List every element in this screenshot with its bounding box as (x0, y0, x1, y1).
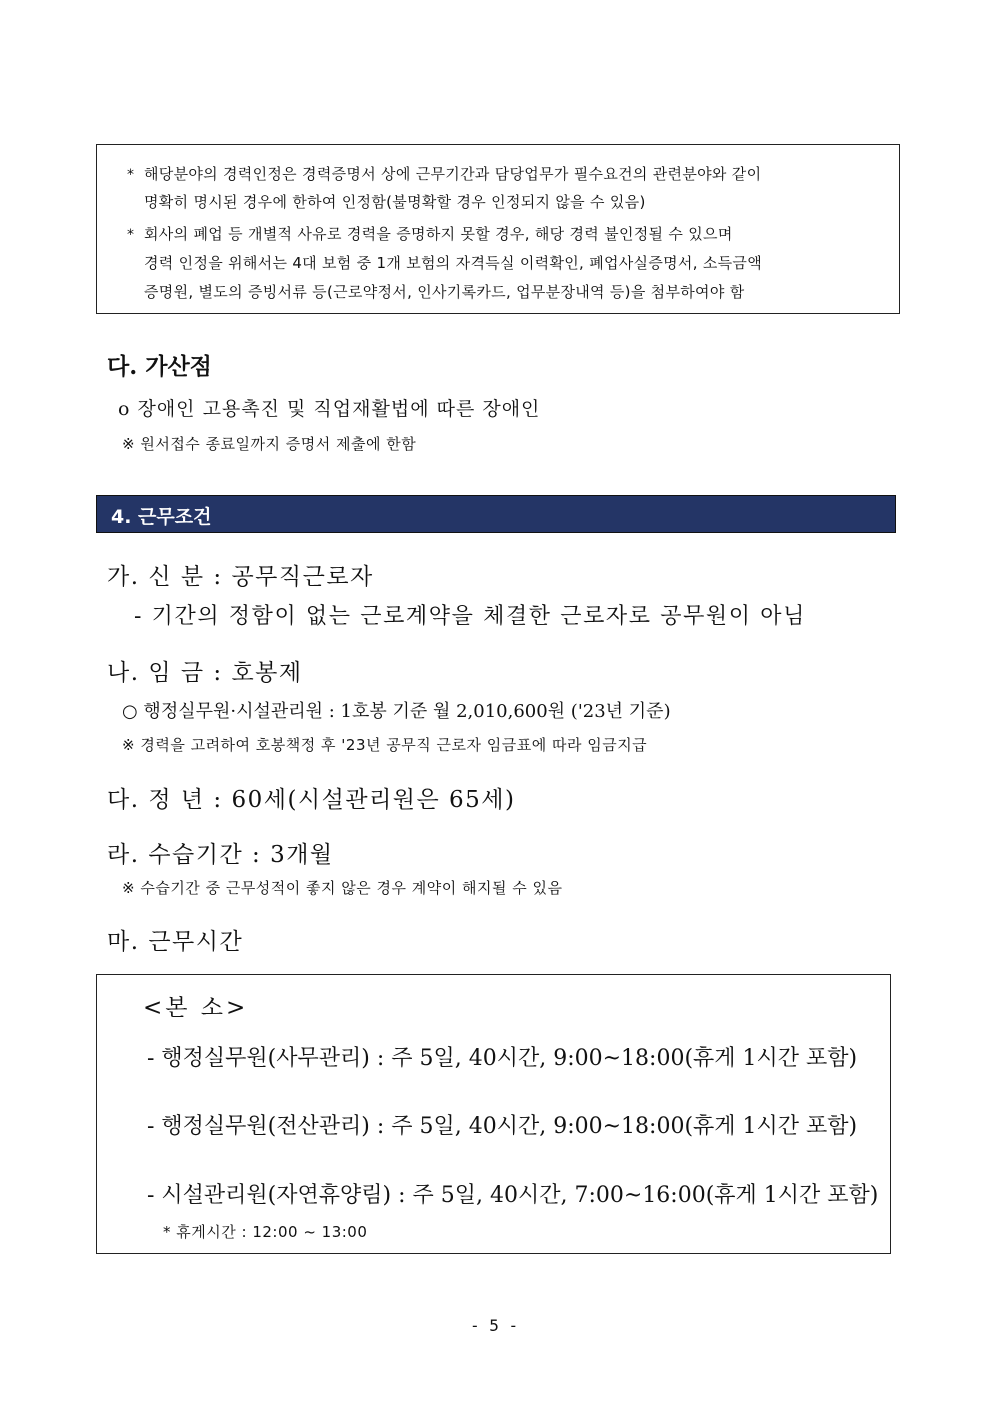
status-heading: 가. 신 분 : 공무직근로자 (107, 564, 374, 590)
work-hours-row-2: - 행정실무원(전산관리) : 주 5일, 40시간, 9:00~18:00(휴게 1시간 포함) (147, 1114, 858, 1139)
page-number: - 5 - (470, 1316, 519, 1335)
status-detail: - 기간의 정함이 없는 근로계약을 체결한 근로자로 공무원이 아님 (134, 604, 806, 629)
note-2-line-3: 증명원, 별도의 증빙서류 등(근로약정서, 인사기록카드, 업무분장내역 등)을 첨부하여야 함 (144, 283, 745, 301)
work-hours-box-title: <본 소> (143, 995, 249, 1021)
wage-note: ※ 경력을 고려하여 호봉책정 후 '23년 공무직 근로자 임금표에 따라 임금지급 (122, 736, 648, 754)
qualification-note-box (96, 144, 900, 314)
wage-item: ○ 행정실무원·시설관리원 : 1호봉 기준 월 2,010,600원 ('23년 기준) (122, 701, 671, 722)
bonus-bullet: o 장애인 고용촉진 및 직업재활법에 따른 장애인 (118, 398, 541, 420)
work-hours-row-3: - 시설관리원(자연휴양림) : 주 5일, 40시간, 7:00~16:00(휴게 1시간 포함) (147, 1183, 879, 1208)
hours-heading: 마. 근무시간 (107, 929, 244, 955)
note-marker-1: * (127, 167, 134, 183)
note-marker-2: * (127, 227, 134, 243)
work-hours-box (96, 974, 891, 1254)
section-4-banner (96, 495, 896, 533)
bonus-note: ※ 원서접수 종료일까지 증명서 제출에 한함 (122, 435, 417, 453)
note-1-line-1: 해당분야의 경력인정은 경력증명서 상에 근무기간과 담당업무가 필수요건의 관련분야와 같이 (144, 165, 762, 183)
note-2-line-2: 경력 인정을 위해서는 4대 보험 중 1개 보험의 자격득실 이력확인, 폐업사실증명서, 소득금액 (144, 254, 763, 272)
bonus-heading: 다. 가산점 (107, 353, 212, 380)
probation-note: ※ 수습기간 중 근무성적이 좋지 않은 경우 계약이 해지될 수 있음 (122, 879, 563, 897)
note-1-line-2: 명확히 명시된 경우에 한하여 인정함(불명확할 경우 인정되지 않을 수 있음) (144, 193, 646, 211)
retirement-heading: 다. 정 년 : 60세(시설관리원은 65세) (107, 787, 516, 813)
section-4-title: 4. 근무조건 (111, 506, 212, 528)
break-time-note: * 휴게시간 : 12:00 ~ 13:00 (163, 1223, 368, 1241)
wage-heading: 나. 임 금 : 호봉제 (107, 660, 303, 686)
note-2-line-1: 회사의 폐업 등 개별적 사유로 경력을 증명하지 못할 경우, 해당 경력 불인정될 수 있으며 (144, 225, 733, 243)
work-hours-row-1: - 행정실무원(사무관리) : 주 5일, 40시간, 9:00~18:00(휴게 1시간 포함) (147, 1046, 858, 1071)
probation-heading: 라. 수습기간 : 3개월 (107, 842, 334, 868)
